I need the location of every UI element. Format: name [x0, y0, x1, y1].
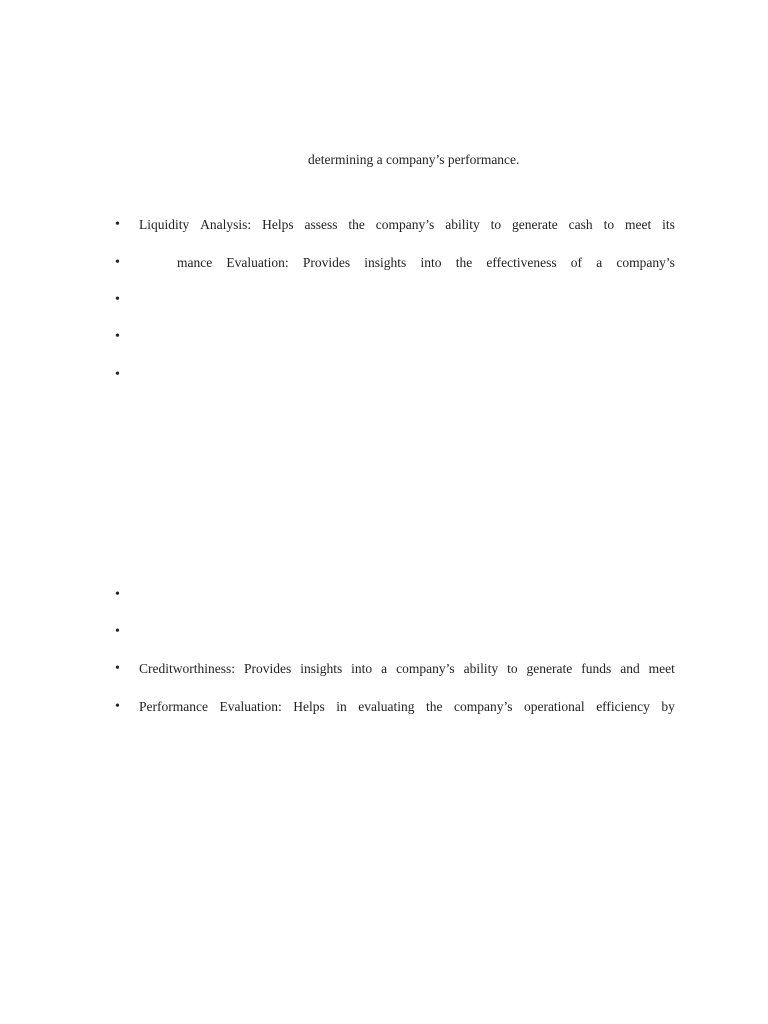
- bullet-icon: [115, 367, 123, 383]
- paragraph-fragment: determining a company’s performance.: [308, 152, 520, 167]
- word: Performance: [139, 699, 208, 714]
- bullet-icon: [115, 587, 123, 603]
- list-item-text: [139, 661, 675, 677]
- word: of: [570, 255, 583, 270]
- word: the: [348, 217, 365, 232]
- word: Helps: [262, 217, 294, 232]
- list-item-text: [177, 255, 675, 271]
- word: Helps: [293, 699, 325, 714]
- bullet-icon: [115, 661, 123, 677]
- word: mance: [177, 255, 213, 270]
- word: operational: [523, 699, 585, 714]
- list-item-text: [139, 699, 675, 715]
- word: a: [596, 255, 603, 270]
- list-item-text: [139, 217, 675, 233]
- word: funds: [581, 661, 612, 676]
- bullet-icon: [115, 699, 123, 715]
- word: generate: [512, 217, 558, 232]
- bullet-icon: [115, 329, 123, 345]
- bullet-icon: [115, 292, 123, 308]
- word: ability: [463, 661, 499, 676]
- word: by: [661, 699, 675, 714]
- word: the: [455, 255, 473, 270]
- word: into: [420, 255, 442, 270]
- word: generate: [526, 661, 573, 676]
- word: Provides: [243, 661, 292, 676]
- bullet-icon: [115, 624, 123, 640]
- word: company’s: [453, 699, 513, 714]
- bullet-icon: [115, 255, 123, 271]
- word: company’s: [375, 217, 435, 232]
- word: evaluating: [358, 699, 415, 714]
- word: efficiency: [596, 699, 650, 714]
- word: to: [507, 661, 518, 676]
- bullet-icon: [115, 217, 123, 233]
- word: in: [336, 699, 347, 714]
- word: assess: [304, 217, 338, 232]
- word: company’s: [396, 661, 455, 676]
- word: insights: [364, 255, 407, 270]
- word: cash: [568, 217, 593, 232]
- word: Creditworthiness:: [139, 661, 235, 676]
- word: the: [425, 699, 443, 714]
- word: its: [662, 217, 675, 232]
- word: and: [620, 661, 640, 676]
- word: Provides: [302, 255, 351, 270]
- word: a: [381, 661, 388, 676]
- word: Analysis:: [200, 217, 252, 232]
- word: company’s: [616, 255, 675, 270]
- word: insights: [300, 661, 343, 676]
- word: meet: [648, 661, 675, 676]
- word: Evaluation:: [226, 255, 289, 270]
- word: Liquidity: [139, 217, 190, 232]
- word: Evaluation:: [219, 699, 282, 714]
- word: to: [603, 217, 615, 232]
- word: to: [490, 217, 502, 232]
- word: meet: [624, 217, 652, 232]
- word: effectiveness: [486, 255, 557, 270]
- word: into: [351, 661, 373, 676]
- word: ability: [445, 217, 480, 232]
